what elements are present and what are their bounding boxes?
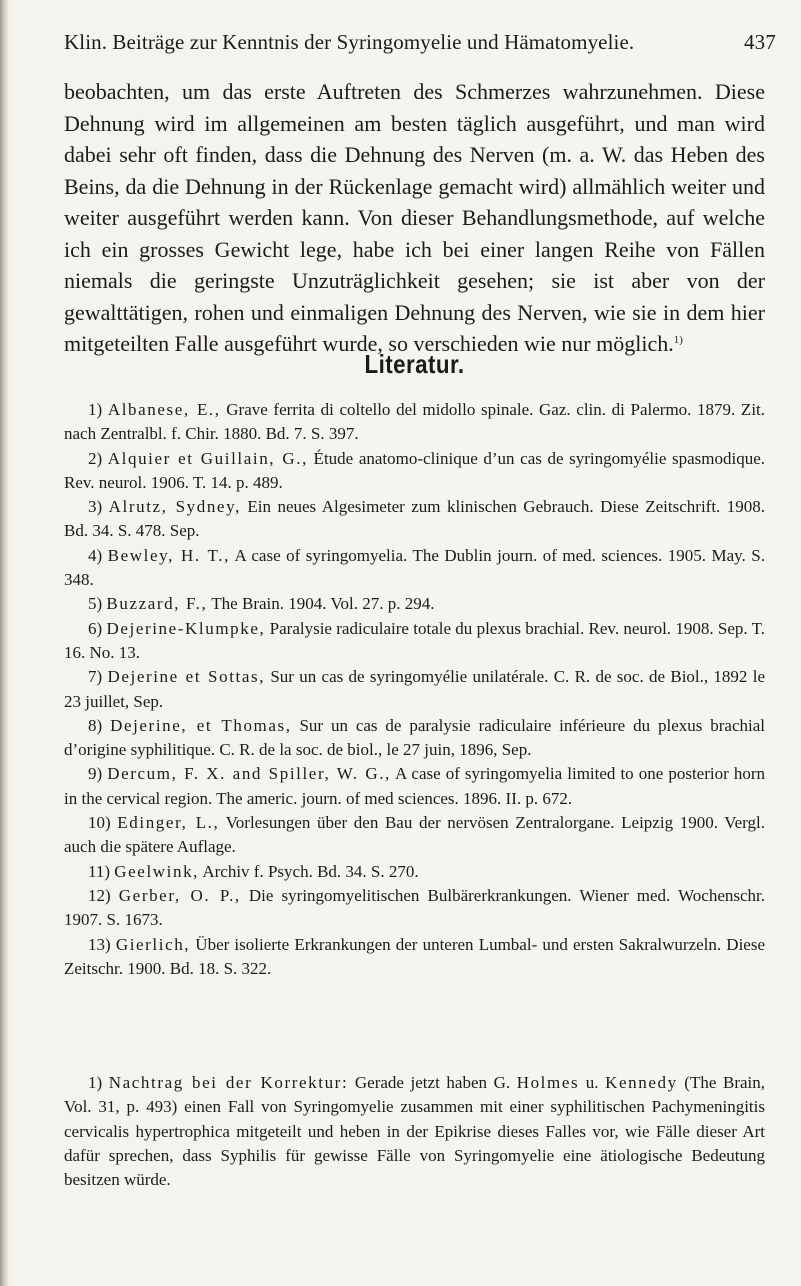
footnote bbox=[64, 1071, 765, 1192]
ref-number: 2) bbox=[88, 448, 103, 468]
book-spine-shadow bbox=[0, 0, 8, 1286]
ref-text: Archiv f. Psych. Bd. 34. S. 270. bbox=[199, 861, 419, 881]
ref-text: Sur un cas de syringomyélie unilatérale. C. R. de soc. de Biol., 1892 le 23 juillet, Sep. bbox=[64, 667, 765, 711]
ref-author: Gerber, O. P., bbox=[118, 885, 241, 905]
ref-text: Sur un cas de paralysie radiculaire inférieure du plexus brachial d’origine syphilitique. C. R. de la soc. de biol., le 27 juin, 1896, Sep. bbox=[64, 715, 765, 760]
ref-text: A case of syringomyelia limited to one posterior horn in the cervical region. The americ. journ. of med sciences. 1896. II. p. 672. bbox=[64, 764, 765, 808]
reference-item bbox=[64, 665, 765, 714]
reference-item bbox=[64, 884, 765, 933]
ref-text: Über isolierte Erkrankungen der unteren Lumbal- und ersten Sakralwurzeln. Diese Zeitschr. 1900. Bd. 18. S. 322. bbox=[64, 934, 765, 978]
page-number: 437 bbox=[744, 30, 776, 54]
reference-item bbox=[64, 544, 765, 593]
running-title: Klin. Beiträge zur Kenntnis der Syringomyelie und Hämatomyelie. bbox=[64, 30, 635, 54]
ref-number: 9) bbox=[88, 764, 103, 784]
reference-item bbox=[64, 617, 765, 666]
ref-number: 10) bbox=[88, 813, 111, 833]
ref-text: Ein neues Algesimeter zum klinischen Gebrauch. Diese Zeitschrift. 1908. Bd. 34. S. 478. Sep. bbox=[64, 497, 766, 541]
ref-author: Edinger, L., bbox=[117, 813, 220, 833]
ref-number: 4) bbox=[88, 545, 103, 565]
ref-author: Buzzard, F., bbox=[106, 594, 208, 614]
footnote-marker: 1) bbox=[88, 1073, 103, 1092]
ref-author: Dejerine et Sottas, bbox=[107, 667, 266, 687]
footnote-paragraph bbox=[64, 1071, 765, 1192]
ref-author: Bewley, H. T., bbox=[107, 545, 230, 565]
ref-text: Étude anatomo-clinique d’un cas de syringomyélie spasmodique. Rev. neurol. 1906. T. 14. p. 489. bbox=[64, 448, 766, 492]
footnote-text: Gerade jetzt haben G. bbox=[348, 1073, 517, 1092]
ref-number: 12) bbox=[88, 885, 111, 905]
reference-item bbox=[64, 762, 765, 811]
footnote-author-name: Holmes bbox=[516, 1073, 580, 1092]
footnote-label: Nachtrag bei der Korrektur: bbox=[108, 1073, 349, 1092]
body-paragraph bbox=[64, 76, 765, 360]
footnote-author-name: Kennedy bbox=[605, 1073, 678, 1092]
ref-text: Grave ferrita di coltello del midollo spinale. Gaz. clin. di Palermo. 1879. Zit. nach Zentralbl. f. Chir. 1880. Bd. 7. S. 397. bbox=[64, 400, 766, 444]
footnote-ref: 1) bbox=[673, 334, 683, 346]
ref-number: 1) bbox=[88, 400, 103, 419]
reference-item bbox=[64, 714, 765, 763]
reference-item bbox=[64, 398, 765, 447]
ref-author: Dejerine-Klumpke, bbox=[106, 618, 266, 638]
reference-item bbox=[64, 447, 765, 496]
ref-author: Albanese, E., bbox=[107, 400, 221, 419]
footnote-text: u. bbox=[579, 1073, 606, 1092]
section-title-literatur: Literatur. bbox=[364, 349, 465, 379]
ref-number: 7) bbox=[88, 667, 103, 687]
ref-author: Alrutz, Sydney, bbox=[108, 497, 241, 517]
ref-number: 8) bbox=[88, 715, 103, 735]
ref-number: 13) bbox=[88, 934, 111, 954]
footnote-text: (The Brain, Vol. 31, p. 493) einen Fall von Syringomyelie zusammen mit einer syphilitischen Pachymeningitis cervicalis hypertrophica mitgeteilt und heben in der Epikrise dieses Falles vor, wie Fälle dieser Art dafür sprechen, dass Syphilis für gewisse Fälle von Syringomyelie eine ätiologische Bedeutung besitzen würde. bbox=[64, 1073, 765, 1190]
ref-text: The Brain. 1904. Vol. 27. p. 294. bbox=[207, 594, 435, 614]
ref-number: 11) bbox=[88, 861, 111, 881]
ref-text: Vorlesungen über den Bau der nervösen Zentralorgane. Leipzig 1900. Vergl. auch die spätere Auflage. bbox=[64, 813, 766, 857]
ref-author: Dejerine, et Thomas, bbox=[110, 715, 292, 735]
reference-item bbox=[64, 933, 765, 982]
ref-number: 3) bbox=[88, 497, 103, 517]
ref-text: Paralysie radiculaire totale du plexus brachial. Rev. neurol. 1908. Sep. T. 16. No. 13. bbox=[64, 618, 765, 662]
reference-item bbox=[64, 495, 765, 544]
reference-item bbox=[64, 860, 765, 884]
ref-author: Geelwink, bbox=[114, 861, 200, 881]
ref-text: A case of syringomyelia. The Dublin journ. of med. sciences. 1905. May. S. 348. bbox=[64, 545, 766, 590]
ref-author: Gierlich, bbox=[115, 934, 191, 954]
body-paragraph-block bbox=[64, 76, 765, 360]
reference-item bbox=[64, 592, 765, 616]
reference-item bbox=[64, 811, 765, 860]
reference-list bbox=[64, 398, 765, 981]
paragraph-text: beobachten, um das erste Auftreten des Schmerzes wahrzunehmen. Diese Dehnung wird im allgemeinen am besten täglich ausgeführt, und man wird dabei sehr oft finden, dass die Dehnung des Nerven (m. a. W. das Heben des Beins, da die Dehnung in der Rückenlage gemacht wird) allmählich weiter und weiter ausgeführt werden kann. Von dieser Behandlungsmethode, auf welche ich ein grosses Gewicht lege, habe ich bei einer langen Reihe von Fällen niemals die geringste Unzuträglichkeit gesehen; sie ist aber von der gewalttätigen, rohen und einmaligen Dehnung des Nerven, wie sie in dem hier mitgeteilten Falle ausgeführt wurde, so verschieden wie nur möglich. bbox=[64, 79, 765, 356]
ref-author: Alquier et Guillain, G., bbox=[107, 448, 308, 468]
ref-number: 5) bbox=[88, 594, 103, 614]
ref-number: 6) bbox=[88, 618, 103, 638]
ref-author: Dercum, F. X. and Spiller, W. G., bbox=[107, 764, 391, 784]
ref-text: Die syringomyelitischen Bulbärerkrankungen. Wiener med. Wochenschr. 1907. S. 1673. bbox=[64, 885, 766, 930]
